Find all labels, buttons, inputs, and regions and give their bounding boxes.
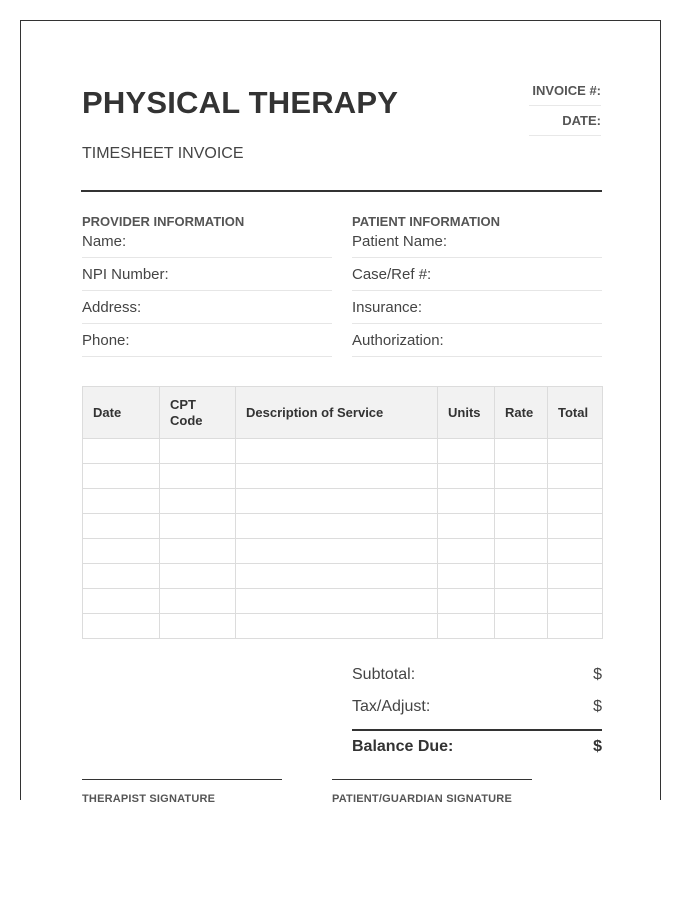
- provider-address-field[interactable]: Address:: [82, 299, 332, 324]
- totals-divider: [352, 729, 602, 731]
- table-cell[interactable]: [548, 614, 603, 639]
- table-cell[interactable]: [160, 539, 236, 564]
- table-row: [83, 539, 603, 564]
- table-row: [83, 489, 603, 514]
- table-cell[interactable]: [236, 589, 438, 614]
- table-header-row: [83, 387, 603, 439]
- table-cell[interactable]: [83, 589, 160, 614]
- subtotal-value[interactable]: $: [593, 666, 602, 683]
- invoice-sheet: [20, 20, 661, 805]
- table-cell[interactable]: [83, 514, 160, 539]
- balance-due-label: Balance Due:: [352, 738, 454, 755]
- table-cell[interactable]: [83, 564, 160, 589]
- table-cell[interactable]: [548, 589, 603, 614]
- table-cell[interactable]: [438, 514, 495, 539]
- header-divider: [81, 190, 602, 192]
- col-header-description: Description of Service: [236, 387, 438, 439]
- table-cell[interactable]: [160, 464, 236, 489]
- table-cell[interactable]: [438, 489, 495, 514]
- table-row: [83, 464, 603, 489]
- table-cell[interactable]: [236, 564, 438, 589]
- invoice-date-label[interactable]: DATE:: [529, 113, 601, 136]
- table-row: [83, 589, 603, 614]
- tax-adjust-value[interactable]: $: [593, 698, 602, 715]
- table-cell[interactable]: [160, 514, 236, 539]
- provider-info-heading: PROVIDER INFORMATION: [82, 214, 245, 229]
- table-row: [83, 439, 603, 464]
- table-cell[interactable]: [495, 439, 548, 464]
- table-cell[interactable]: [438, 539, 495, 564]
- table-cell[interactable]: [160, 589, 236, 614]
- balance-due-value[interactable]: $: [593, 738, 602, 755]
- patient-insurance-field[interactable]: Insurance:: [352, 299, 602, 324]
- table-row: [83, 564, 603, 589]
- table-cell[interactable]: [160, 564, 236, 589]
- table-cell[interactable]: [495, 489, 548, 514]
- table-cell[interactable]: [548, 514, 603, 539]
- table-cell[interactable]: [83, 464, 160, 489]
- table-cell[interactable]: [236, 439, 438, 464]
- services-table: [82, 386, 603, 639]
- table-cell[interactable]: [438, 464, 495, 489]
- table-cell[interactable]: [236, 539, 438, 564]
- table-cell[interactable]: [495, 564, 548, 589]
- table-cell[interactable]: [160, 439, 236, 464]
- col-header-rate: Rate: [495, 387, 548, 439]
- table-cell[interactable]: [236, 489, 438, 514]
- table-cell[interactable]: [83, 614, 160, 639]
- table-cell[interactable]: [495, 589, 548, 614]
- table-cell[interactable]: [438, 439, 495, 464]
- col-header-units: Units: [438, 387, 495, 439]
- table-cell[interactable]: [548, 464, 603, 489]
- table-cell[interactable]: [438, 589, 495, 614]
- provider-phone-field[interactable]: Phone:: [82, 332, 332, 357]
- table-cell[interactable]: [83, 539, 160, 564]
- patient-signature-label: PATIENT/GUARDIAN SIGNATURE: [332, 793, 512, 805]
- table-cell[interactable]: [160, 489, 236, 514]
- subtotal-label: Subtotal:: [352, 666, 416, 683]
- invoice-title: PHYSICAL THERAPY: [82, 85, 399, 120]
- table-cell[interactable]: [83, 489, 160, 514]
- table-cell[interactable]: [438, 614, 495, 639]
- provider-name-field[interactable]: Name:: [82, 233, 332, 258]
- table-cell[interactable]: [236, 614, 438, 639]
- patient-case-ref-field[interactable]: Case/Ref #:: [352, 266, 602, 291]
- tax-adjust-label: Tax/Adjust:: [352, 698, 431, 715]
- table-cell[interactable]: [548, 564, 603, 589]
- table-cell[interactable]: [160, 614, 236, 639]
- patient-authorization-field[interactable]: Authorization:: [352, 332, 602, 357]
- table-cell[interactable]: [548, 439, 603, 464]
- patient-signature-line[interactable]: [332, 779, 532, 780]
- table-row: [83, 614, 603, 639]
- table-cell[interactable]: [495, 539, 548, 564]
- table-cell[interactable]: [548, 539, 603, 564]
- col-header-total: Total: [548, 387, 603, 439]
- cpt-code-header-text: CPT Code: [170, 396, 203, 428]
- table-cell[interactable]: [438, 564, 495, 589]
- table-cell[interactable]: [236, 514, 438, 539]
- table-cell[interactable]: [548, 489, 603, 514]
- patient-name-field[interactable]: Patient Name:: [352, 233, 602, 258]
- table-body: [83, 439, 603, 639]
- invoice-number-label[interactable]: INVOICE #:: [529, 83, 601, 106]
- provider-npi-field[interactable]: NPI Number:: [82, 266, 332, 291]
- table-cell[interactable]: [495, 514, 548, 539]
- col-header-cpt-code: [160, 387, 236, 439]
- table-cell[interactable]: [495, 614, 548, 639]
- table-cell[interactable]: [236, 464, 438, 489]
- therapist-signature-line[interactable]: [82, 779, 282, 780]
- col-header-date: Date: [83, 387, 160, 439]
- invoice-subtitle: TIMESHEET INVOICE: [82, 145, 244, 162]
- table-row: [83, 514, 603, 539]
- patient-info-heading: PATIENT INFORMATION: [352, 214, 501, 229]
- therapist-signature-label: THERAPIST SIGNATURE: [82, 793, 216, 805]
- table-cell[interactable]: [83, 439, 160, 464]
- table-cell[interactable]: [495, 464, 548, 489]
